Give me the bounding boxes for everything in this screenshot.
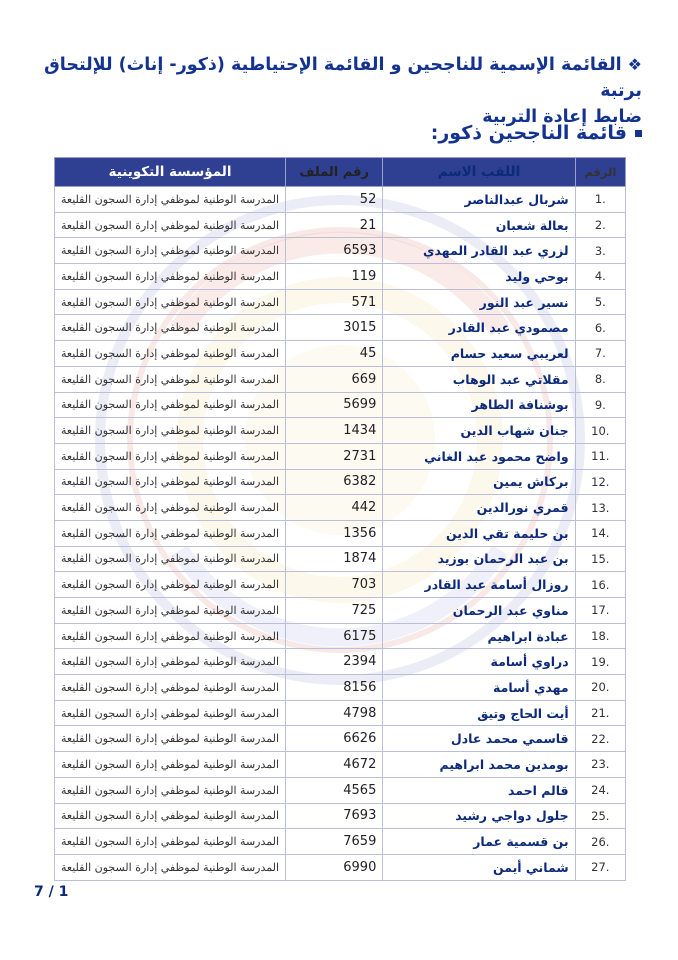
file-number-cell: 3015 (286, 315, 383, 341)
institution-cell: المدرسة الوطنية لموظفي إدارة السجون القليعة (55, 854, 286, 880)
table-row (55, 726, 626, 752)
institution-cell: المدرسة الوطنية لموظفي إدارة السجون القليعة (55, 572, 286, 598)
row-number-cell: .17 (575, 598, 625, 624)
file-number-cell: 6382 (286, 469, 383, 495)
file-number-cell: 6990 (286, 854, 383, 880)
candidate-name-cell: قاسمي محمد عادل (383, 726, 575, 752)
institution-cell: المدرسة الوطنية لموظفي إدارة السجون القليعة (55, 598, 286, 624)
table-row (55, 623, 626, 649)
row-number-cell: .9 (575, 392, 625, 418)
row-number-cell: .26 (575, 829, 625, 855)
file-number-cell: 119 (286, 264, 383, 290)
institution-cell: المدرسة الوطنية لموظفي إدارة السجون القليعة (55, 752, 286, 778)
table-row (55, 443, 626, 469)
row-number-cell: .12 (575, 469, 625, 495)
file-number-cell: 21 (286, 212, 383, 238)
file-number-cell: 1434 (286, 418, 383, 444)
candidate-name-cell: بومدين محمد ابراهيم (383, 752, 575, 778)
table-body (55, 187, 626, 881)
table-row (55, 598, 626, 624)
row-number-cell: .3 (575, 238, 625, 264)
table-row (55, 469, 626, 495)
file-number-cell: 4798 (286, 700, 383, 726)
candidate-name-cell: بعالة شعبان (383, 212, 575, 238)
table-row (55, 418, 626, 444)
table-row (55, 700, 626, 726)
institution-cell: المدرسة الوطنية لموظفي إدارة السجون القليعة (55, 315, 286, 341)
table-row (55, 649, 626, 675)
candidate-name-cell: جلول دواجي رشيد (383, 803, 575, 829)
institution-cell: المدرسة الوطنية لموظفي إدارة السجون القليعة (55, 726, 286, 752)
table-row (55, 341, 626, 367)
file-number-cell: 2731 (286, 443, 383, 469)
candidate-name-cell: شربال عبدالناصر (383, 187, 575, 213)
institution-cell: المدرسة الوطنية لموظفي إدارة السجون القليعة (55, 803, 286, 829)
table-header-row (55, 158, 626, 187)
candidate-name-cell: بوحي وليد (383, 264, 575, 290)
file-number-cell: 4672 (286, 752, 383, 778)
square-bullet-icon (635, 130, 642, 137)
row-number-cell: .6 (575, 315, 625, 341)
institution-cell: المدرسة الوطنية لموظفي إدارة السجون القليعة (55, 212, 286, 238)
row-number-cell: .1 (575, 187, 625, 213)
table-row (55, 366, 626, 392)
file-number-cell: 6626 (286, 726, 383, 752)
header-file-number: رقم الملف (286, 158, 383, 187)
document-title (32, 52, 642, 130)
institution-cell: المدرسة الوطنية لموظفي إدارة السجون القليعة (55, 341, 286, 367)
institution-cell: المدرسة الوطنية لموظفي إدارة السجون القليعة (55, 392, 286, 418)
file-number-cell: 5699 (286, 392, 383, 418)
candidate-name-cell: مناوي عبد الرحمان (383, 598, 575, 624)
table-row (55, 315, 626, 341)
diamond-bullet-icon: ❖ (627, 55, 642, 74)
title-line-1: القائمة الإسمية للناجحين و القائمة الإحتياطية (ذكور- إناث) للإلتحاق برتبة (44, 55, 642, 101)
candidate-name-cell: لعريبي سعيد حسام (383, 341, 575, 367)
row-number-cell: .11 (575, 443, 625, 469)
candidate-name-cell: قالم احمد (383, 777, 575, 803)
candidate-name-cell: جنان شهاب الدين (383, 418, 575, 444)
table-row (55, 289, 626, 315)
row-number-cell: .16 (575, 572, 625, 598)
institution-cell: المدرسة الوطنية لموظفي إدارة السجون القليعة (55, 366, 286, 392)
row-number-cell: .13 (575, 495, 625, 521)
candidate-name-cell: بن قسمية عمار (383, 829, 575, 855)
header-number: الرقم (575, 158, 625, 187)
candidate-name-cell: واضح محمود عبد الغاني (383, 443, 575, 469)
file-number-cell: 725 (286, 598, 383, 624)
row-number-cell: .7 (575, 341, 625, 367)
header-name: اللقب الاسم (383, 158, 575, 187)
row-number-cell: .14 (575, 520, 625, 546)
table-row (55, 264, 626, 290)
row-number-cell: .20 (575, 675, 625, 701)
row-number-cell: .8 (575, 366, 625, 392)
institution-cell: المدرسة الوطنية لموظفي إدارة السجون القليعة (55, 546, 286, 572)
file-number-cell: 1356 (286, 520, 383, 546)
row-number-cell: .25 (575, 803, 625, 829)
table-row (55, 829, 626, 855)
row-number-cell: .5 (575, 289, 625, 315)
table-row (55, 752, 626, 778)
table-row (55, 392, 626, 418)
institution-cell: المدرسة الوطنية لموظفي إدارة السجون القليعة (55, 777, 286, 803)
table-row (55, 675, 626, 701)
candidate-name-cell: بن حليمة تقي الدين (383, 520, 575, 546)
institution-cell: المدرسة الوطنية لموظفي إدارة السجون القليعة (55, 520, 286, 546)
institution-cell: المدرسة الوطنية لموظفي إدارة السجون القليعة (55, 495, 286, 521)
row-number-cell: .18 (575, 623, 625, 649)
candidate-name-cell: أيت الحاج وتيق (383, 700, 575, 726)
institution-cell: المدرسة الوطنية لموظفي إدارة السجون القليعة (55, 829, 286, 855)
table-row (55, 520, 626, 546)
table-row (55, 212, 626, 238)
row-number-cell: .24 (575, 777, 625, 803)
candidate-name-cell: مصمودي عبد القادر (383, 315, 575, 341)
candidate-name-cell: دراوي أسامة (383, 649, 575, 675)
table-row (55, 572, 626, 598)
file-number-cell: 6593 (286, 238, 383, 264)
candidate-name-cell: قمري نورالدين (383, 495, 575, 521)
table-row (55, 238, 626, 264)
file-number-cell: 669 (286, 366, 383, 392)
section-heading (431, 122, 642, 144)
file-number-cell: 1874 (286, 546, 383, 572)
institution-cell: المدرسة الوطنية لموظفي إدارة السجون القليعة (55, 700, 286, 726)
institution-cell: المدرسة الوطنية لموظفي إدارة السجون القليعة (55, 289, 286, 315)
table-row (55, 187, 626, 213)
file-number-cell: 7693 (286, 803, 383, 829)
row-number-cell: .4 (575, 264, 625, 290)
institution-cell: المدرسة الوطنية لموظفي إدارة السجون القليعة (55, 469, 286, 495)
candidate-name-cell: لزري عبد القادر المهدي (383, 238, 575, 264)
candidate-name-cell: بوشنافة الطاهر (383, 392, 575, 418)
institution-cell: المدرسة الوطنية لموظفي إدارة السجون القليعة (55, 443, 286, 469)
candidate-name-cell: نسير عبد النور (383, 289, 575, 315)
row-number-cell: .19 (575, 649, 625, 675)
institution-cell: المدرسة الوطنية لموظفي إدارة السجون القليعة (55, 649, 286, 675)
candidate-name-cell: بركاش يمين (383, 469, 575, 495)
successful-candidates-table (54, 157, 626, 881)
section-heading-text: قائمة الناجحين ذكور: (430, 122, 627, 144)
file-number-cell: 442 (286, 495, 383, 521)
institution-cell: المدرسة الوطنية لموظفي إدارة السجون القليعة (55, 187, 286, 213)
row-number-cell: .10 (575, 418, 625, 444)
file-number-cell: 7659 (286, 829, 383, 855)
file-number-cell: 6175 (286, 623, 383, 649)
candidate-name-cell: عبادة ابراهيم (383, 623, 575, 649)
institution-cell: المدرسة الوطنية لموظفي إدارة السجون القليعة (55, 418, 286, 444)
candidate-name-cell: بن عبد الرحمان بوزيد (383, 546, 575, 572)
table-row (55, 777, 626, 803)
row-number-cell: .2 (575, 212, 625, 238)
institution-cell: المدرسة الوطنية لموظفي إدارة السجون القليعة (55, 264, 286, 290)
institution-cell: المدرسة الوطنية لموظفي إدارة السجون القليعة (55, 675, 286, 701)
institution-cell: المدرسة الوطنية لموظفي إدارة السجون القليعة (55, 623, 286, 649)
title-line-2: ضابط إعادة التربية (482, 107, 642, 127)
file-number-cell: 703 (286, 572, 383, 598)
table-row (55, 495, 626, 521)
row-number-cell: .23 (575, 752, 625, 778)
candidate-name-cell: شماني أيمن (383, 854, 575, 880)
file-number-cell: 4565 (286, 777, 383, 803)
table-row (55, 803, 626, 829)
row-number-cell: .22 (575, 726, 625, 752)
candidate-name-cell: مهدي أسامة (383, 675, 575, 701)
file-number-cell: 45 (286, 341, 383, 367)
row-number-cell: .27 (575, 854, 625, 880)
institution-cell: المدرسة الوطنية لموظفي إدارة السجون القليعة (55, 238, 286, 264)
table-row (55, 854, 626, 880)
candidate-name-cell: روزال أسامة عبد القادر (383, 572, 575, 598)
page-number: 7 / 1 (34, 884, 69, 900)
row-number-cell: .15 (575, 546, 625, 572)
row-number-cell: .21 (575, 700, 625, 726)
table-row (55, 546, 626, 572)
file-number-cell: 52 (286, 187, 383, 213)
file-number-cell: 2394 (286, 649, 383, 675)
file-number-cell: 571 (286, 289, 383, 315)
candidate-name-cell: مقلاتي عبد الوهاب (383, 366, 575, 392)
file-number-cell: 8156 (286, 675, 383, 701)
header-institution: المؤسسة التكوينية (55, 158, 286, 187)
